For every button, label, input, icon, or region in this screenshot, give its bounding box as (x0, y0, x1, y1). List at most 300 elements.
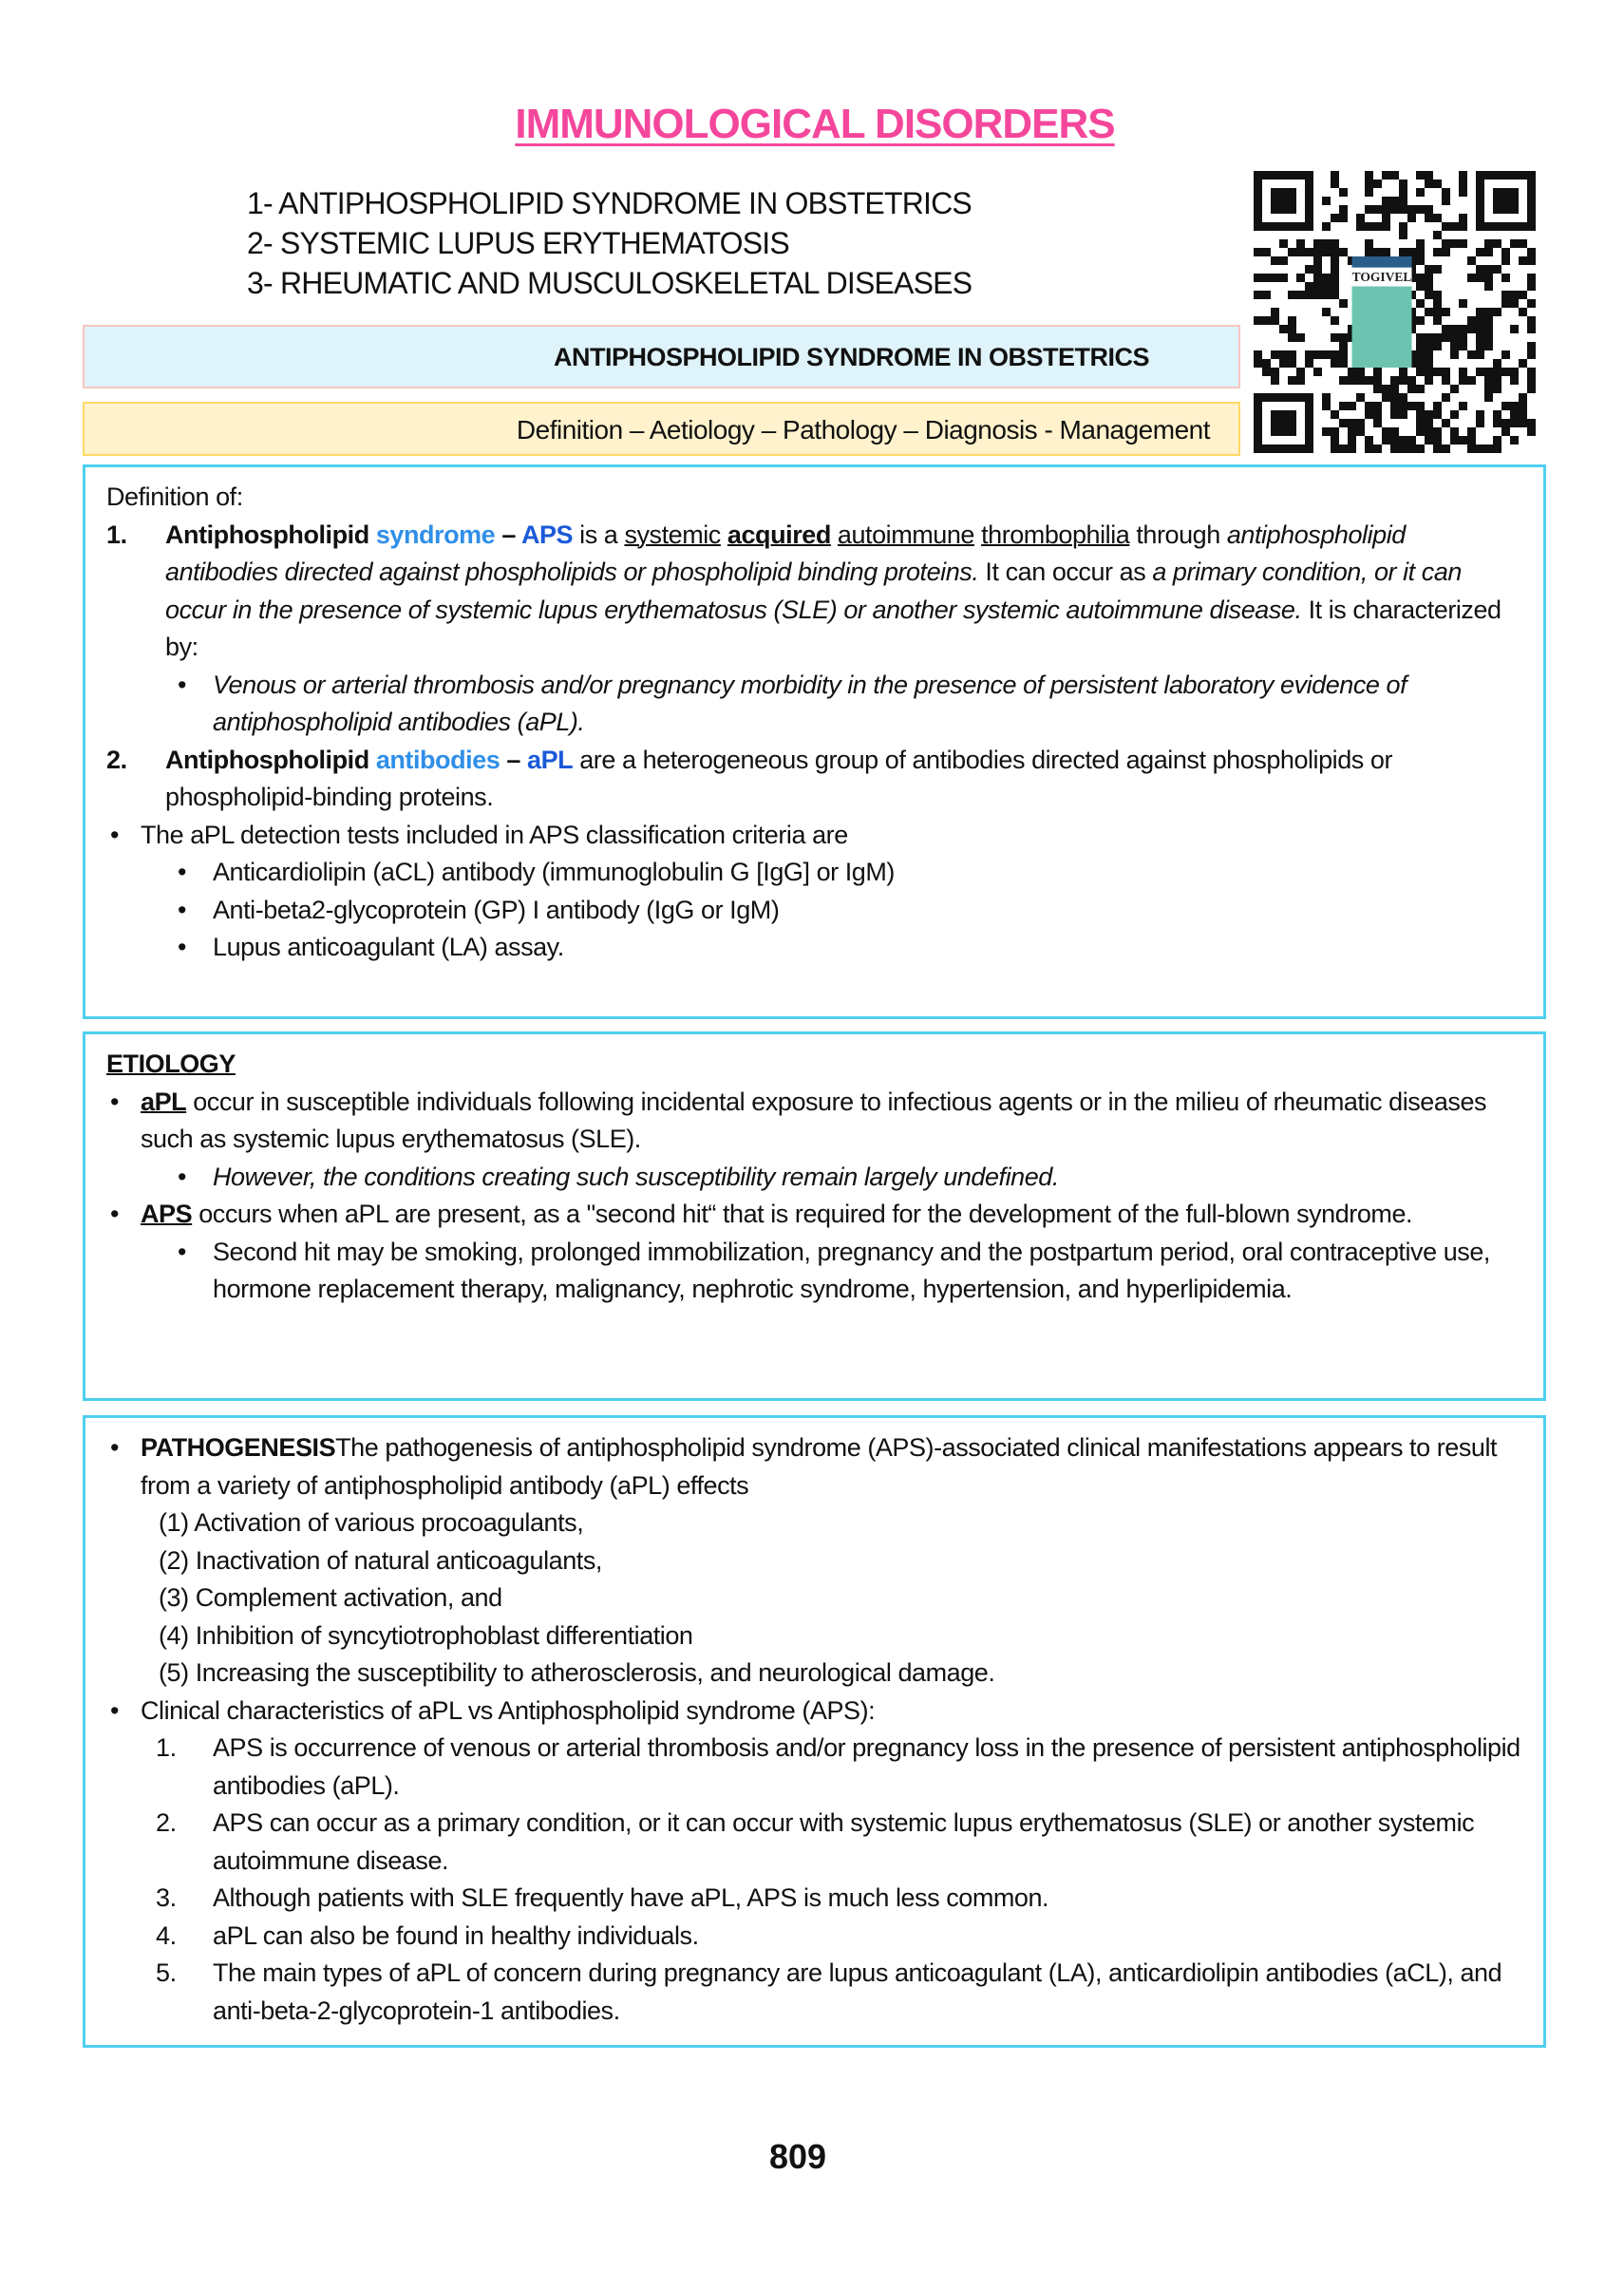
qr-module (1322, 197, 1331, 205)
qr-module (1305, 248, 1313, 256)
list-item: • Anticardiolipin (aCL) antibody (immunoglobulin G [IgG] or IgM) (178, 858, 895, 886)
qr-module (1271, 376, 1279, 385)
qr-module (1279, 359, 1288, 368)
qr-module (1322, 248, 1331, 256)
qr-module (1425, 265, 1433, 274)
book-label: TOGIVEL (1351, 270, 1412, 285)
pathogenesis-box (83, 1415, 1546, 2048)
qr-module (1399, 393, 1407, 402)
list-item: • However, the conditions creating such susceptibility remain largely undefined. (178, 1162, 1059, 1191)
qr-module (1271, 256, 1279, 265)
qr-module (1416, 385, 1425, 393)
qr-module (1322, 427, 1331, 436)
qr-module (1493, 445, 1501, 453)
qr-module (1365, 239, 1373, 248)
list-item: • Venous or arterial thrombosis and/or pregnancy morbidity in the presence of persistent laboratory evidence of antiphospholipid antibodies (aPL). (178, 670, 1407, 736)
qr-module (1459, 214, 1467, 222)
qr-module (1484, 325, 1493, 333)
qr-module (1484, 282, 1493, 291)
qr-module (1262, 316, 1271, 325)
qr-module (1484, 239, 1493, 248)
qr-module (1348, 376, 1356, 385)
qr-module (1373, 445, 1382, 453)
qr-module (1527, 274, 1536, 282)
qr-module (1425, 205, 1433, 214)
qr-module (1450, 325, 1459, 333)
qr-module (1459, 376, 1467, 385)
qr-module (1407, 248, 1416, 256)
qr-module (1262, 368, 1271, 376)
qr-module (1322, 393, 1331, 402)
qr-module (1416, 316, 1425, 325)
qr-module (1433, 316, 1442, 325)
qr-module (1493, 385, 1501, 393)
qr-module (1339, 376, 1348, 385)
qr-module (1450, 333, 1459, 342)
qr-module (1519, 359, 1527, 368)
qr-module (1373, 205, 1382, 214)
effect-item: (3) Complement activation, and (159, 1583, 502, 1612)
toc-item: 3- RHEUMATIC AND MUSCULOSKELETAL DISEASES (247, 266, 973, 300)
definition-intro: Definition of: (106, 482, 243, 511)
qr-module (1416, 402, 1425, 410)
qr-module (1416, 333, 1425, 342)
qr-module (1356, 393, 1365, 402)
qr-module (1425, 419, 1433, 427)
qr-module (1527, 385, 1536, 393)
qr-module (1271, 350, 1279, 359)
qr-module (1331, 350, 1339, 359)
qr-module (1339, 402, 1348, 410)
qr-module (1348, 436, 1356, 445)
qr-module (1493, 308, 1501, 316)
qr-module (1339, 350, 1348, 359)
qr-module (1450, 385, 1459, 393)
qr-module (1510, 376, 1519, 385)
qr-module (1416, 188, 1425, 197)
qr-module (1459, 333, 1467, 342)
qr-module (1407, 205, 1416, 214)
qr-module (1527, 427, 1536, 436)
qr-module (1331, 239, 1339, 248)
qr-module (1433, 436, 1442, 445)
qr-module (1425, 410, 1433, 419)
qr-module (1476, 316, 1484, 325)
qr-module (1322, 239, 1331, 248)
subtopics-band: Definition – Aetiology – Pathology – Diagnosis - Management (83, 402, 1240, 456)
qr-module (1425, 171, 1433, 180)
qr-module (1510, 368, 1519, 376)
qr-module (1467, 445, 1476, 453)
qr-module (1450, 436, 1459, 445)
qr-module (1416, 205, 1425, 214)
qr-module (1331, 214, 1339, 222)
list-item: • aPL occur in susceptible individuals following incidental exposure to infectious agents or in the milieu of rheumatic diseases such as systemic lupus erythematosus (SLE). (110, 1087, 1487, 1153)
definition-item-1: 1. Antiphospholipid syndrome – APS is a systemic acquired autoimmune thrombophilia through antiphospholipid antibodies directed against phospholipids or phospholipid binding proteins. It can occur as a primary condition, or it can occur in the presence of systemic lupus erythematosus (SLE) or another systemic autoimmune disease. It is characterized by: (106, 520, 1501, 661)
qr-module (1407, 214, 1416, 222)
qr-module (1510, 325, 1519, 333)
qr-module (1339, 342, 1348, 350)
qr-module (1313, 350, 1322, 359)
qr-module (1271, 368, 1279, 376)
qr-module (1527, 376, 1536, 385)
qr-module (1442, 419, 1450, 427)
qr-module (1390, 402, 1399, 410)
qr-module (1322, 402, 1331, 410)
qr-module (1305, 359, 1313, 368)
qr-module (1322, 222, 1331, 231)
qr-module (1382, 248, 1390, 256)
qr-module (1519, 410, 1527, 419)
qr-module (1493, 188, 1519, 214)
qr-module (1484, 265, 1493, 274)
qr-module (1373, 419, 1382, 427)
qr-module (1519, 291, 1527, 299)
qr-module (1425, 376, 1433, 385)
qr-module (1399, 231, 1407, 239)
qr-module (1484, 308, 1493, 316)
qr-module (1331, 316, 1339, 325)
qr-module (1442, 333, 1450, 342)
qr-module (1296, 333, 1305, 342)
qr-module (1416, 419, 1425, 427)
qr-module (1296, 291, 1305, 299)
qr-module (1442, 308, 1450, 316)
qr-module (1501, 402, 1510, 410)
qr-module (1305, 350, 1313, 359)
qr-module (1339, 419, 1348, 427)
qr-module (1331, 256, 1339, 265)
qr-module (1382, 205, 1390, 214)
qr-module (1459, 436, 1467, 445)
qr-module (1313, 282, 1322, 291)
qr-module (1271, 410, 1296, 436)
qr-module (1519, 239, 1527, 248)
qr-module (1399, 376, 1407, 385)
qr-module (1527, 248, 1536, 256)
qr-module (1510, 410, 1519, 419)
qr-module (1339, 214, 1348, 222)
qr-module (1501, 274, 1510, 282)
list-item: • APS occurs when aPL are present, as a "second hit“ that is required for the development of the full-blown syndrome. (110, 1200, 1413, 1228)
qr-module (1493, 436, 1501, 445)
list-item: • Second hit may be smoking, prolonged immobilization, pregnancy and the postpartum period, oral contraceptive use, hormone replacement therapy, malignancy, nephrotic syndrome, hypertension, and hyperlipidemia. (178, 1237, 1490, 1303)
qr-module (1493, 419, 1501, 427)
qr-module (1279, 239, 1288, 248)
qr-module (1288, 333, 1296, 342)
qr-module (1331, 436, 1339, 445)
qr-module (1373, 402, 1382, 410)
toc-item: 1- ANTIPHOSPHOLIPID SYNDROME IN OBSTETRICS (247, 186, 972, 220)
qr-module (1433, 248, 1442, 256)
qr-module (1382, 436, 1390, 445)
qr-module (1476, 445, 1484, 453)
qr-module (1425, 436, 1433, 445)
page-number: 809 (768, 2137, 827, 2176)
definition-box (83, 464, 1546, 1019)
qr-module (1467, 436, 1476, 445)
qr-module (1433, 333, 1442, 342)
qr-module (1390, 385, 1399, 393)
page-title: IMMUNOLOGICAL DISORDERS (515, 101, 1115, 147)
qr-module (1527, 325, 1536, 333)
list-item: 2. APS can occur as a primary condition, or it can occur with systemic lupus erythematosus (SLE) or another systemic autoimmune disease. (156, 1808, 1475, 1875)
qr-module (1382, 393, 1390, 402)
qr-module (1313, 274, 1322, 282)
qr-module (1442, 393, 1450, 402)
qr-module (1527, 368, 1536, 376)
qr-module (1467, 256, 1476, 265)
qr-code-icon[interactable] (1254, 171, 1536, 453)
qr-module (1433, 308, 1442, 316)
qr-module (1331, 274, 1339, 282)
qr-module (1433, 402, 1442, 410)
qr-module (1390, 427, 1399, 436)
qr-module (1459, 402, 1467, 410)
qr-module (1450, 222, 1459, 231)
qr-module (1365, 171, 1373, 180)
qr-module (1476, 265, 1484, 274)
list-item: 3. Although patients with SLE frequently have aPL, APS is much less common. (156, 1883, 1049, 1912)
qr-module (1399, 205, 1407, 214)
qr-module (1527, 256, 1536, 265)
qr-module (1501, 419, 1510, 427)
qr-module (1510, 299, 1519, 308)
etiology-box (83, 1031, 1546, 1401)
qr-module (1365, 410, 1373, 419)
qr-module (1484, 393, 1493, 402)
qr-module (1331, 427, 1339, 436)
qr-module (1322, 308, 1331, 316)
qr-module (1510, 402, 1519, 410)
qr-module (1493, 410, 1501, 419)
qr-module (1459, 239, 1467, 248)
qr-module (1348, 445, 1356, 453)
qr-module (1407, 402, 1416, 410)
qr-module (1254, 291, 1262, 299)
section-title-band: ANTIPHOSPHOLIPID SYNDROME IN OBSTETRICS (83, 325, 1240, 388)
qr-module (1365, 180, 1373, 188)
qr-module (1288, 291, 1296, 299)
qr-module (1416, 239, 1425, 248)
qr-module (1407, 436, 1416, 445)
qr-module (1416, 274, 1425, 282)
effect-item: (1) Activation of various procoagulants, (159, 1508, 584, 1537)
qr-module (1296, 376, 1305, 385)
qr-module (1399, 248, 1407, 256)
qr-module (1382, 214, 1390, 222)
qr-module (1501, 256, 1510, 265)
qr-module (1305, 282, 1313, 291)
qr-module (1493, 265, 1501, 274)
qr-module (1433, 214, 1442, 222)
list-item: • Lupus anticoagulant (LA) assay. (178, 933, 564, 961)
qr-module (1399, 368, 1407, 376)
qr-module (1476, 325, 1484, 333)
qr-module (1501, 368, 1510, 376)
qr-module (1254, 359, 1262, 368)
qr-module (1331, 410, 1339, 419)
qr-module (1339, 445, 1348, 453)
qr-module (1382, 197, 1390, 205)
qr-module (1425, 368, 1433, 376)
qr-module (1339, 205, 1348, 214)
qr-module (1527, 350, 1536, 359)
qr-module (1476, 368, 1484, 376)
qr-module (1484, 333, 1493, 342)
qr-module (1288, 350, 1296, 359)
qr-module (1348, 368, 1356, 376)
qr-module (1433, 180, 1442, 188)
qr-module (1450, 427, 1459, 436)
qr-module (1484, 316, 1493, 325)
qr-module (1407, 376, 1416, 385)
qr-module (1254, 274, 1262, 282)
qr-module (1442, 188, 1450, 197)
qr-module (1356, 214, 1365, 222)
qr-module (1288, 325, 1296, 333)
qr-module (1442, 222, 1450, 231)
qr-module (1519, 419, 1527, 427)
qr-module (1390, 393, 1399, 402)
qr-module (1467, 325, 1476, 333)
qr-module (1279, 325, 1288, 333)
qr-module (1442, 368, 1450, 376)
qr-module (1476, 248, 1484, 256)
qr-module (1442, 376, 1450, 385)
qr-module (1484, 445, 1493, 453)
qr-module (1484, 376, 1493, 385)
qr-module (1407, 385, 1416, 393)
qr-module (1271, 188, 1296, 214)
qr-module (1373, 248, 1382, 256)
qr-module (1459, 171, 1467, 180)
toc-item: 2- SYSTEMIC LUPUS ERYTHEMATOSIS (247, 226, 789, 260)
qr-module (1313, 265, 1322, 274)
qr-module (1390, 171, 1399, 180)
qr-module (1373, 180, 1382, 188)
qr-module (1450, 410, 1459, 419)
qr-module (1331, 171, 1339, 180)
qr-module (1519, 308, 1527, 316)
qr-module (1365, 376, 1373, 385)
qr-module (1493, 368, 1501, 376)
qr-module (1373, 222, 1382, 231)
qr-module (1425, 359, 1433, 368)
qr-module (1450, 350, 1459, 359)
qr-module (1296, 248, 1305, 256)
qr-module (1467, 376, 1476, 385)
qr-module (1442, 239, 1450, 248)
qr-module (1442, 445, 1450, 453)
qr-module (1510, 291, 1519, 299)
qr-module (1442, 325, 1450, 333)
qr-module (1262, 274, 1271, 282)
qr-module (1313, 239, 1322, 248)
qr-module (1339, 359, 1348, 368)
qr-module (1399, 222, 1407, 231)
qr-module (1450, 342, 1459, 350)
qr-module (1399, 197, 1407, 205)
qr-module (1399, 188, 1407, 197)
qr-module (1433, 368, 1442, 376)
qr-module (1493, 359, 1501, 368)
qr-module (1279, 350, 1288, 359)
qr-module (1313, 248, 1322, 256)
qr-module (1476, 419, 1484, 427)
qr-module (1433, 265, 1442, 274)
qr-module (1365, 248, 1373, 256)
qr-module (1322, 282, 1331, 291)
qr-module (1382, 427, 1390, 436)
qr-module (1416, 248, 1425, 256)
qr-module (1339, 299, 1348, 308)
qr-module (1382, 222, 1390, 231)
qr-module (1527, 316, 1536, 325)
qr-module (1501, 291, 1510, 299)
qr-module (1442, 197, 1450, 205)
qr-module (1425, 342, 1433, 350)
qr-module (1459, 299, 1467, 308)
qr-module (1476, 342, 1484, 350)
effect-item: (4) Inhibition of syncytiotrophoblast differentiation (159, 1620, 693, 1650)
qr-module (1433, 427, 1442, 436)
qr-module (1271, 274, 1279, 282)
qr-module (1356, 427, 1365, 436)
qr-module (1425, 308, 1433, 316)
list-item: • Clinical characteristics of aPL vs Antiphospholipid syndrome (APS): (110, 1695, 876, 1725)
qr-module (1339, 248, 1348, 256)
qr-module (1322, 350, 1331, 359)
qr-module (1519, 256, 1527, 265)
qr-module (1476, 410, 1484, 419)
list-item: 5. The main types of aPL of concern during pregnancy are lupus anticoagulant (LA), anticardiolipin antibodies (aCL), and anti-beta-2-glycoprotein-1 antibodies. (156, 1958, 1502, 2025)
qr-module (1322, 274, 1331, 282)
qr-module (1271, 316, 1279, 325)
qr-module (1425, 282, 1433, 291)
qr-module (1365, 402, 1373, 410)
qr-module (1331, 359, 1339, 368)
qr-module (1305, 265, 1313, 274)
qr-module (1416, 427, 1425, 436)
qr-module (1425, 291, 1433, 299)
qr-module (1476, 350, 1484, 359)
qr-module (1484, 248, 1493, 256)
effect-item: (5) Increasing the susceptibility to atherosclerosis, and neurological damage. (159, 1658, 995, 1687)
effect-item: (2) Inactivation of natural anticoagulants, (159, 1545, 602, 1575)
qr-module (1356, 419, 1365, 427)
qr-module (1519, 402, 1527, 410)
qr-module (1288, 248, 1296, 256)
etiology-heading: ETIOLOGY (106, 1050, 236, 1078)
qr-module (1356, 368, 1365, 376)
qr-module (1416, 282, 1425, 291)
qr-module (1476, 308, 1484, 316)
qr-module (1442, 248, 1450, 256)
qr-module (1254, 316, 1262, 325)
qr-module (1288, 359, 1296, 368)
qr-module (1399, 436, 1407, 445)
qr-module (1356, 376, 1365, 385)
qr-module (1519, 393, 1527, 402)
qr-module (1339, 333, 1348, 342)
qr-module (1390, 445, 1399, 453)
qr-module (1365, 436, 1373, 445)
qr-module (1467, 350, 1476, 359)
qr-module (1407, 445, 1416, 453)
qr-module (1476, 274, 1484, 282)
qr-module (1288, 316, 1296, 325)
